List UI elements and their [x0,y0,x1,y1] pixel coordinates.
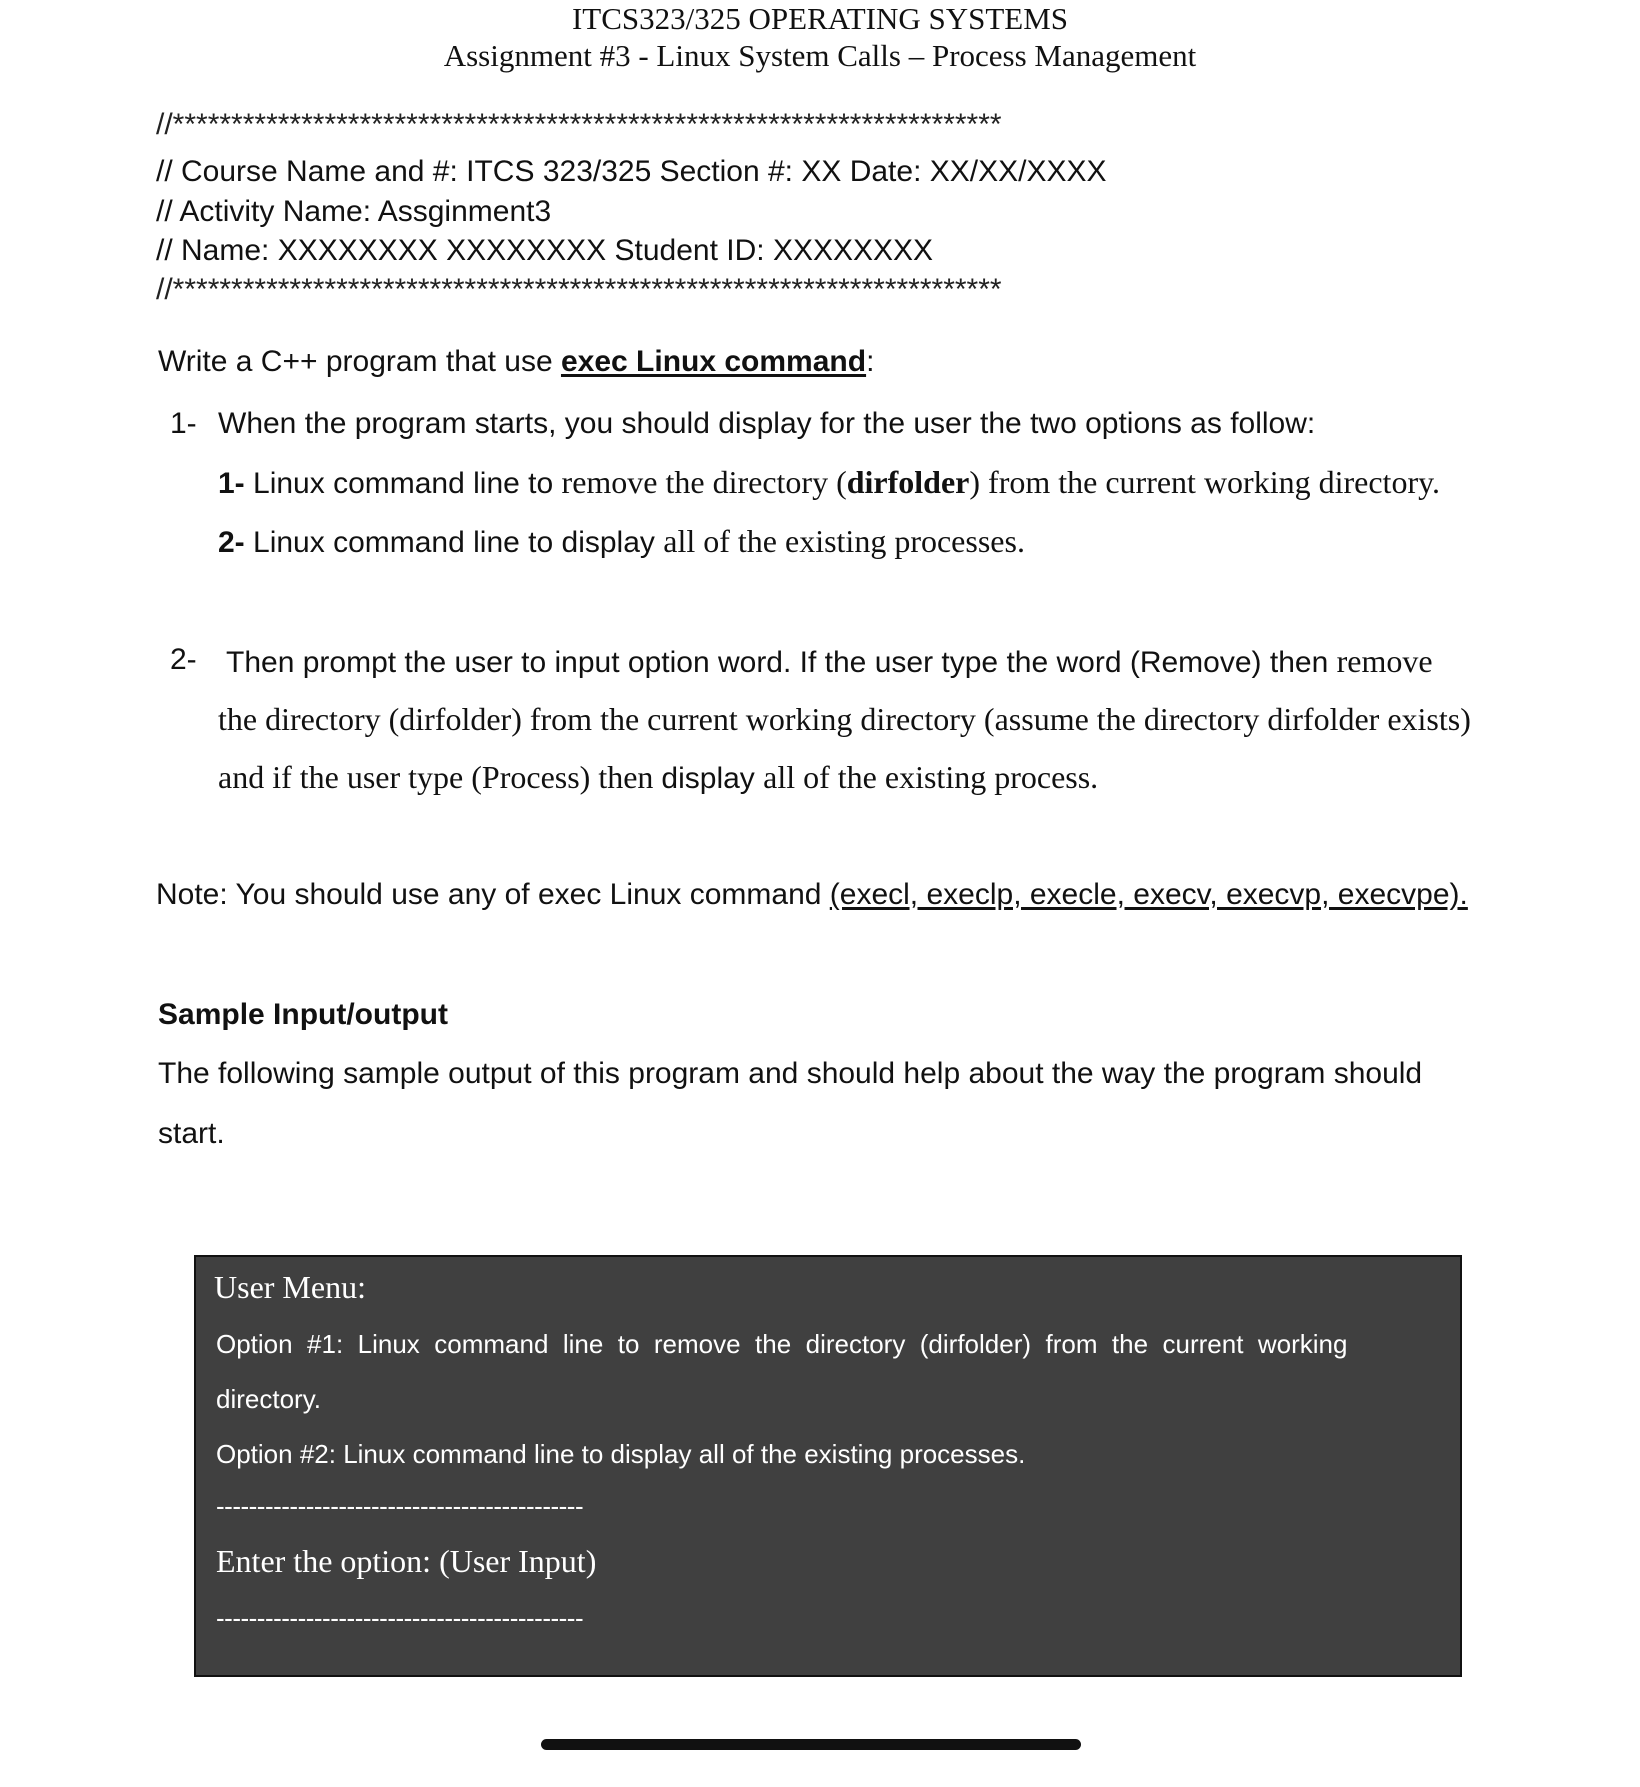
step2-line1-sans: Then prompt the user to input option word. If the user type the word (Remove) then [226,646,1337,679]
step2-line1 [226,643,1433,680]
step2-line3-serif-a: and if the user type (Process) then [218,759,662,795]
header-course-line: // Course Name and #: ITCS 323/325 Section #: XX Date: XX/XX/XXXX [156,155,1107,188]
intro-emphasis: exec Linux command [560,345,867,378]
sample-heading: Sample Input/output [158,998,448,1031]
sample-desc-line1: The following sample output of this program and should help about the way the program should [158,1057,1423,1090]
step1-number: 1- [170,407,197,440]
step2-line2: the directory (dirfolder) from the current working directory (assume the directory dirfolder exists) [218,701,1471,737]
header-stars-top: //*********************************************************************** [156,108,1002,141]
step2-line1-serif: remove [1336,643,1433,679]
note-prefix: Note: You should use any of exec Linux command [156,878,830,911]
assignment-title: Assignment #3 - Linux System Calls – Process Management [443,38,1197,73]
note-line [156,878,1468,912]
header-activity-line: // Activity Name: Assginment3 [156,195,552,228]
console-separator-bottom: --------------------------------------------- [216,1603,584,1633]
console-separator-top: --------------------------------------------- [216,1491,584,1521]
header-name-line: // Name: XXXXXXXX XXXXXXXX Student ID: XXXXXXXX [156,234,934,267]
step2-line3-serif-b: all of the existing process. [763,759,1099,795]
step2-number: 2- [170,643,197,676]
step1-option1 [218,464,1440,501]
home-indicator-bar[interactable] [541,1739,1081,1750]
option2-number: 2- [218,526,245,559]
intro-prefix: Write a C++ program that use [158,345,561,378]
intro-suffix: : [866,345,875,378]
option1-bold-dirfolder: dirfolder [846,464,970,500]
option1-serif-rest: ) from the current working directory. [969,464,1441,500]
sample-desc-line2: start. [158,1117,225,1150]
intro-line [158,345,874,379]
step2-line3 [218,759,1098,796]
option2-sans-text: Linux command line to display [244,526,664,559]
console-option2: Option #2: Linux command line to display all of the existing processes. [216,1439,1026,1469]
course-title: ITCS323/325 OPERATING SYSTEMS [571,1,1069,36]
option1-sans-text: Linux command line to [244,467,562,500]
console-prompt: Enter the option: (User Input) [216,1543,597,1579]
option1-serif-text: remove the directory ( [561,464,847,500]
option2-serif-text: all of the existing processes. [663,523,1025,559]
sample-console-box [194,1255,1462,1677]
step1-option2 [218,523,1025,560]
header-stars-bottom: //*********************************************************************** [156,273,1002,306]
step1-text: When the program starts, you should display for the user the two options as follow: [218,407,1316,440]
console-option1-line2: directory. [216,1384,321,1414]
console-option1-line1: Option #1: Linux command line to remove the directory (dirfolder) from the current working [216,1329,1348,1359]
option1-number: 1- [218,467,245,500]
step2-line3-sans: display [661,762,764,795]
console-menu-title: User Menu: [214,1269,366,1305]
note-commands: (execl, execlp, execle, execv, execvp, execvpe). [829,878,1468,911]
